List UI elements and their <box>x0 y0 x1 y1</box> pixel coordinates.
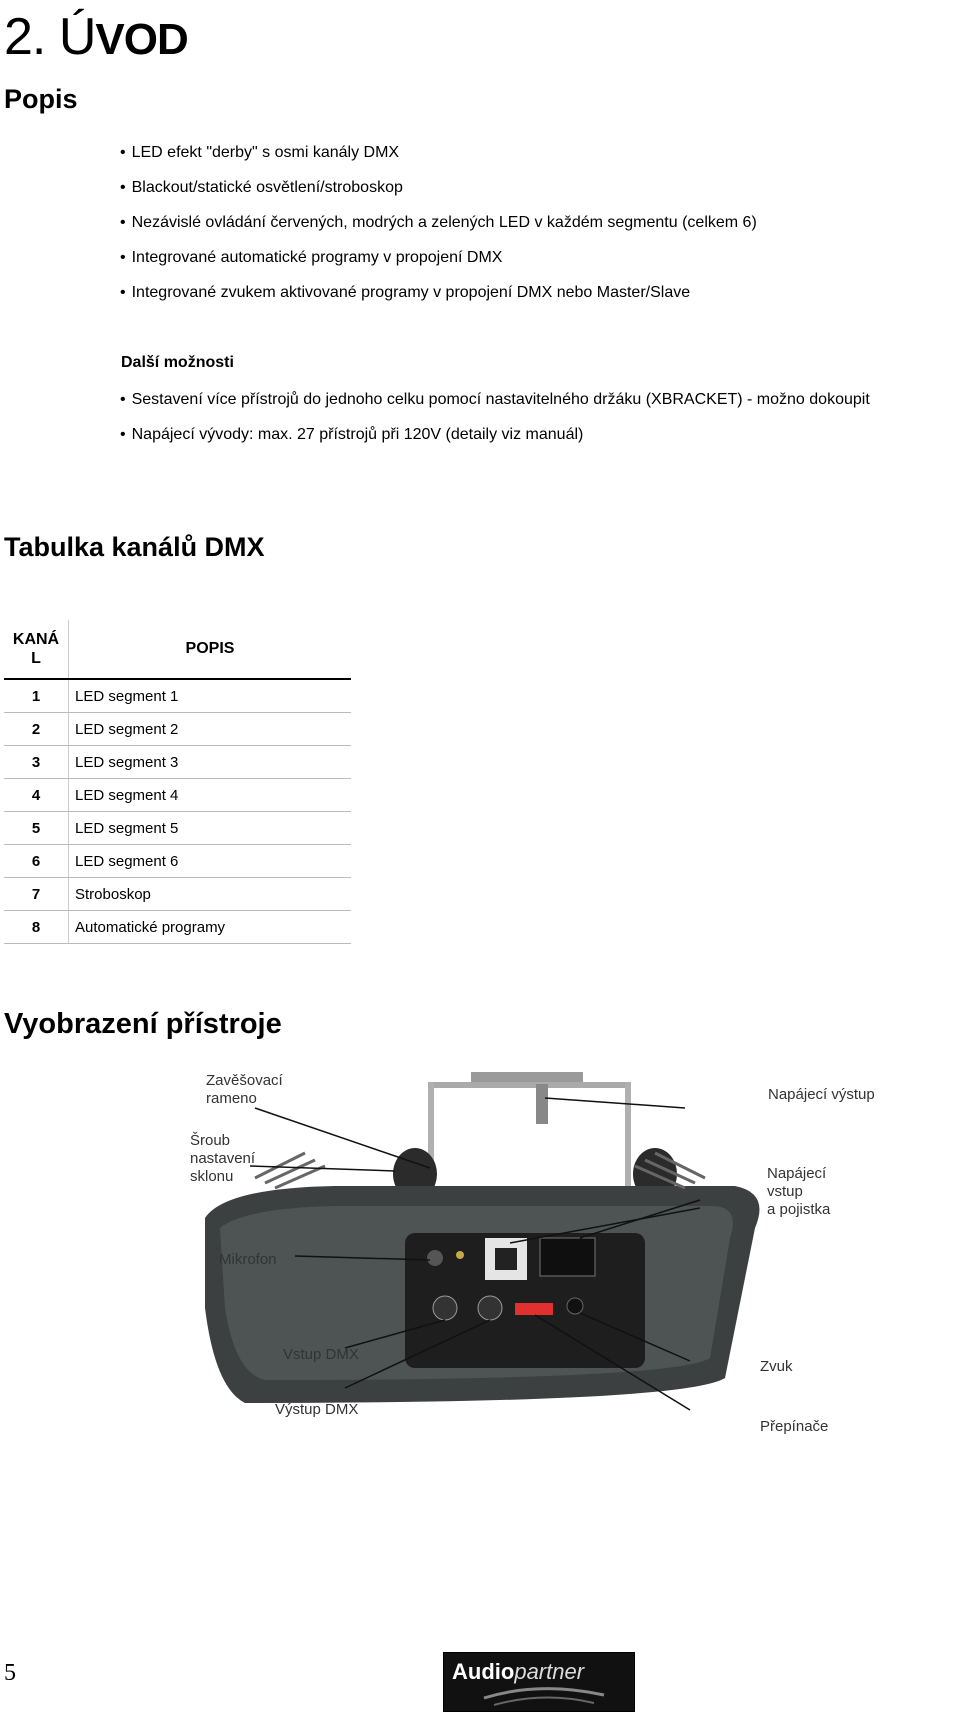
audiopartner-logo <box>443 1652 635 1712</box>
column-header-channel <box>4 620 69 679</box>
callout-text: rameno <box>206 1090 257 1107</box>
chapter-number: 2. <box>4 8 46 66</box>
description-cell: LED segment 1 <box>69 679 352 713</box>
table-row <box>4 911 351 944</box>
list-item: • Integrované automatické programy v propojení DMX <box>120 248 757 283</box>
column-header-description: POPIS <box>69 620 352 679</box>
channel-cell: 7 <box>4 878 69 911</box>
description-cell: LED segment 5 <box>69 812 352 845</box>
column-header-channel-line2: L <box>31 650 41 667</box>
channel-cell: 2 <box>4 713 69 746</box>
list-item: • LED efekt "derby" s osmi kanály DMX <box>120 143 757 178</box>
section-title-dmx-table: Tabulka kanálů DMX <box>4 532 265 562</box>
channel-cell: 6 <box>4 845 69 878</box>
channel-cell: 4 <box>4 779 69 812</box>
callout-microphone: Mikrofon <box>219 1251 277 1268</box>
chapter-first-letter: Ú <box>58 8 96 66</box>
callout-power-in <box>767 1165 830 1219</box>
channel-cell: 8 <box>4 911 69 944</box>
callout-tilt-screw <box>190 1132 255 1186</box>
table-row <box>4 812 351 845</box>
chapter-rest: VOD <box>95 15 188 64</box>
section-title-device: Vyobrazení přístroje <box>4 1008 282 1040</box>
section-title-popis: Popis <box>4 84 78 114</box>
callout-text: Napájecí <box>767 1165 827 1182</box>
description-cell: LED segment 2 <box>69 713 352 746</box>
description-cell: LED segment 6 <box>69 845 352 878</box>
table-row <box>4 746 351 779</box>
table-row <box>4 779 351 812</box>
table-row <box>4 679 351 713</box>
page-number: 5 <box>4 1660 16 1686</box>
logo-text-rest: partner <box>514 1659 585 1684</box>
power-in-socket <box>540 1238 595 1276</box>
callout-switches: Přepínače <box>760 1418 829 1435</box>
dmx-channel-table <box>4 620 351 944</box>
dip-switches <box>515 1303 553 1315</box>
more-options-list <box>120 390 870 460</box>
callout-power-out: Napájecí výstup <box>768 1086 875 1103</box>
table-row <box>4 845 351 878</box>
chapter-title <box>4 2 188 75</box>
description-cell: Automatické programy <box>69 911 352 944</box>
sound-knob <box>567 1298 583 1314</box>
callout-dmx-out: Výstup DMX <box>275 1401 359 1418</box>
table-header-row <box>4 620 351 679</box>
logo-text-bold: Audio <box>452 1659 515 1684</box>
microphone-hole <box>427 1250 443 1266</box>
callout-text: Zavěšovací <box>206 1072 283 1089</box>
list-item: • Sestavení více přístrojů do jednoho celku pomocí nastavitelného držáku (XBRACKET) - možno dokoupit <box>120 390 870 425</box>
feature-list <box>120 143 757 318</box>
description-cell: LED segment 4 <box>69 779 352 812</box>
channel-cell: 3 <box>4 746 69 779</box>
callout-text: nastavení <box>190 1150 256 1167</box>
list-item: • Napájecí vývody: max. 27 přístrojů při 120V (detaily viz manuál) <box>120 425 870 460</box>
callout-text: vstup <box>767 1183 803 1200</box>
callout-hanging-bracket <box>206 1072 283 1108</box>
column-header-channel-line1: KANÁ <box>12 631 60 648</box>
subheading-more-options: Další možnosti <box>121 354 234 371</box>
description-cell: Stroboskop <box>69 878 352 911</box>
logo-swoosh <box>444 1653 634 1711</box>
rear-panel <box>405 1233 645 1368</box>
dmx-in-connector <box>433 1296 457 1320</box>
callout-text: sklonu <box>190 1168 234 1185</box>
description-cell: LED segment 3 <box>69 746 352 779</box>
list-item: • Blackout/statické osvětlení/stroboskop <box>120 178 757 213</box>
table-row <box>4 878 351 911</box>
callout-sound: Zvuk <box>760 1358 793 1375</box>
callout-text: Šroub <box>190 1132 231 1149</box>
callout-dmx-in: Vstup DMX <box>283 1346 359 1363</box>
table-row <box>4 713 351 746</box>
callout-text: a pojistka <box>767 1201 831 1218</box>
list-item: • Nezávislé ovládání červených, modrých a zelených LED v každém segmentu (celkem 6) <box>120 213 757 248</box>
list-item: • Integrované zvukem aktivované programy v propojení DMX nebo Master/Slave <box>120 283 757 318</box>
channel-cell: 5 <box>4 812 69 845</box>
dmx-out-connector <box>478 1296 502 1320</box>
channel-cell: 1 <box>4 679 69 713</box>
